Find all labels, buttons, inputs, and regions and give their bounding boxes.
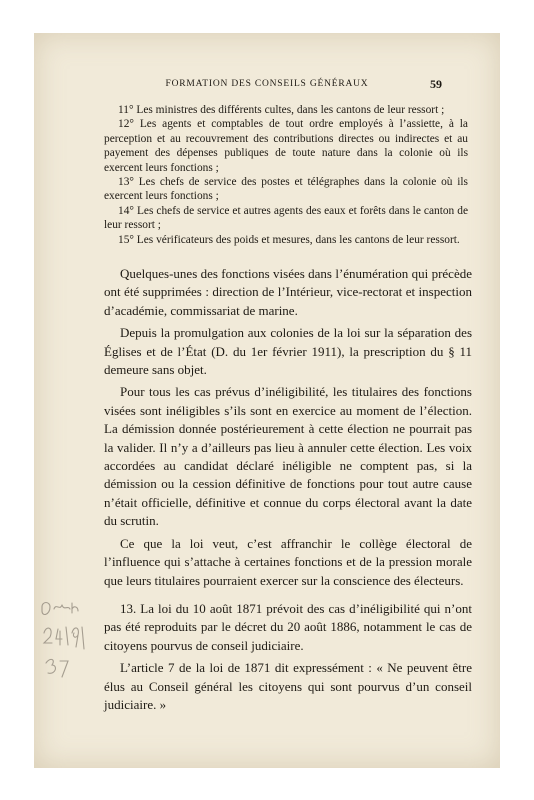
page-number: 59 (430, 77, 442, 91)
paragraph: Depuis la promulgation aux colonies de la loi sur la séparation des Églises et de l’État (D. du 1er février 1911), la prescription du § 11 demeure sans objet. (104, 325, 472, 378)
book-page (34, 33, 500, 768)
paragraph: Pour tous les cas prévus d’inéligibilité, les titulaires des fonctions visées sont inéligibles s’ils sont en exercice au moment de l’élection. La démission donnée postérieurement à cette élection ne pourrait pas la valider. Il n’y a d’ailleurs pas lieu à annuler cette élection. Les voix accordées au candidat déclaré inéligible ne comptent pas, si la démission ou la cession définitive de fonctions pour tout autre cause n’était officielle, définitive et connue du corps électoral avant la date du scrutin. (104, 384, 472, 529)
paragraph: Quelques-unes des fonctions visées dans l’énumération qui précède ont été supprimées : direction de l’Intérieur, vice-rectorat et inspection d’académie, commissariat de marine. (104, 266, 472, 318)
list-item: 14° Les chefs de service et autres agents des eaux et forêts dans le canton de leur ressort ; (104, 204, 468, 232)
ineligibility-list (104, 103, 468, 247)
body-text (104, 265, 472, 718)
running-title: FORMATION DES CONSEILS GÉNÉRAUX (165, 79, 369, 89)
paragraph: L’article 7 de la loi de 1871 dit expressément : « Ne peuvent être élus au Conseil général les citoyens qui sont pourvus d’un conseil judiciaire. » (104, 660, 472, 712)
page-header (34, 77, 500, 93)
list-item: 11° Les ministres des différents cultes, dans les cantons de leur ressort ; (118, 104, 445, 116)
paragraph: Ce que la loi veut, c’est affranchir le collège électoral de l’influence qui s’attache à certaines fonctions et de la pression morale que leurs titulaires pourraient exercer sur la conscience des électeurs. (104, 535, 472, 588)
section-13-paragraph: 13. La loi du 10 août 1871 prévoit des cas d’inéligibilité qui n’ont pas été reproduits par le décret du 20 août 1886, notamment le cas de citoyens pourvus de conseil judiciaire. (104, 600, 472, 653)
list-item: 12° Les agents et comptables de tout ordre employés à l’assiette, à la perception et au recouvrement des contributions directes ou indirectes et au payement des dépenses publiques de toute nature dans la colonie où ils exercent leurs fonctions ; (104, 118, 468, 174)
list-item: 15° Les vérificateurs des poids et mesures, dans les cantons de leur ressort. (118, 233, 460, 246)
handwritten-pencil-note-icon (38, 597, 90, 697)
list-item: 13° Les chefs de service des postes et télégraphes dans la colonie où ils exercent leurs fonctions ; (104, 176, 468, 203)
